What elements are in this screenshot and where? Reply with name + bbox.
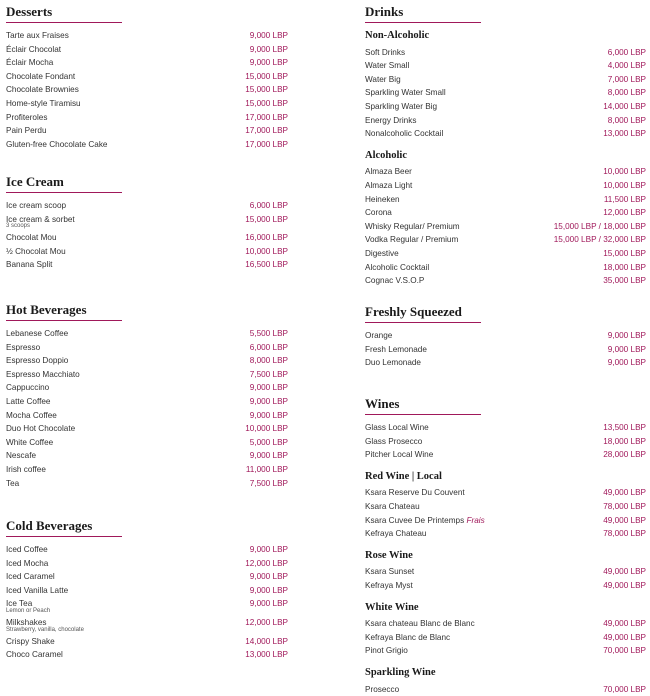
item-name-text: Ksara Cuvee De Printemps <box>365 516 464 525</box>
section-desserts <box>6 3 288 151</box>
item-price: 15,000 LBP <box>245 83 288 97</box>
menu-item <box>365 421 646 435</box>
item-name-text: White Coffee <box>6 438 53 447</box>
menu-item <box>6 354 288 368</box>
item-note: 3 scoops <box>6 223 288 231</box>
item-name-text: Corona <box>365 208 392 217</box>
item-name-text: Digestive <box>365 249 399 258</box>
section-title: Drinks <box>365 3 646 21</box>
item-name-text: Water Big <box>365 75 401 84</box>
item-name <box>6 395 288 409</box>
item-group <box>365 421 646 462</box>
item-name-text: Chocolat Mou <box>6 233 57 242</box>
item-name-text: Home-style Tiramisu <box>6 99 81 108</box>
section-title: Ice Cream <box>6 173 288 191</box>
item-name <box>6 341 288 355</box>
item-name <box>6 354 288 368</box>
item-price: 18,000 LBP <box>603 435 646 449</box>
item-name <box>365 73 646 87</box>
item-price: 14,000 LBP <box>245 635 288 649</box>
menu-item <box>6 463 288 477</box>
item-name-text: Espresso <box>6 343 40 352</box>
menu-item <box>6 327 288 341</box>
item-price: 16,500 LBP <box>245 258 288 272</box>
item-name <box>6 56 288 70</box>
item-name-text: Kefraya Chateau <box>365 529 426 538</box>
section-drinks <box>365 3 646 288</box>
group-items <box>365 683 646 696</box>
item-name-text: Ksara chateau Blanc de Blanc <box>365 619 475 628</box>
group-title: Sparkling Wine <box>365 666 646 680</box>
menu-item <box>6 436 288 450</box>
menu-item <box>6 477 288 491</box>
menu-item <box>6 635 288 649</box>
section-ice-cream <box>6 173 288 272</box>
menu-item <box>365 486 646 500</box>
item-name-text: Nonalcoholic Cocktail <box>365 129 443 138</box>
item-name-text: Ksara Chateau <box>365 502 420 511</box>
item-name <box>6 381 288 395</box>
menu-item <box>6 648 288 662</box>
item-name-text: Glass Prosecco <box>365 437 422 446</box>
item-name-text: Gluten-free Chocolate Cake <box>6 140 108 149</box>
item-name <box>6 368 288 382</box>
menu-item <box>365 448 646 462</box>
item-name-text: Vodka Regular / Premium <box>365 235 458 244</box>
item-price: 9,000 LBP <box>250 570 288 584</box>
item-name <box>6 570 288 584</box>
item-price: 15,000 LBP / 32,000 LBP <box>554 233 646 247</box>
item-name-text: Mocha Coffee <box>6 411 57 420</box>
section-items <box>6 199 288 272</box>
menu-item <box>6 258 288 272</box>
item-name-text: Espresso Macchiato <box>6 370 80 379</box>
item-name-text: Irish coffee <box>6 465 46 474</box>
item-price: 49,000 LBP <box>603 579 646 593</box>
section-title: Cold Beverages <box>6 517 288 535</box>
item-price: 7,500 LBP <box>250 368 288 382</box>
section-title: Freshly Squeezed <box>365 303 646 321</box>
item-name-text: Tarte aux Fraises <box>6 31 69 40</box>
item-price: 7,000 LBP <box>608 73 646 87</box>
item-price: 78,000 LBP <box>603 500 646 514</box>
section-hot-beverages <box>6 301 288 490</box>
menu-item <box>365 631 646 645</box>
item-price: 15,000 LBP <box>245 70 288 84</box>
item-price: 78,000 LBP <box>603 527 646 541</box>
item-name-text: Prosecco <box>365 685 399 694</box>
section-title: Wines <box>365 395 646 413</box>
item-name <box>6 543 288 557</box>
item-price: 13,500 LBP <box>603 421 646 435</box>
item-name <box>365 356 646 370</box>
item-name-text: Pitcher Local Wine <box>365 450 433 459</box>
menu-item <box>6 29 288 43</box>
item-name-text: Cognac V.S.O.P <box>365 276 424 285</box>
item-name-text: Iced Coffee <box>6 545 48 554</box>
section-cold-beverages <box>6 517 288 662</box>
item-name-text: Crispy Shake <box>6 637 55 646</box>
item-name <box>6 327 288 341</box>
group-title: Non-Alcoholic <box>365 29 646 43</box>
item-price: 13,000 LBP <box>245 648 288 662</box>
group-title: Red Wine | Local <box>365 470 646 484</box>
item-group <box>365 666 646 696</box>
item-price: 9,000 LBP <box>250 43 288 57</box>
menu-item <box>6 597 288 616</box>
menu-item <box>6 341 288 355</box>
item-name <box>6 584 288 598</box>
item-price: 49,000 LBP <box>603 631 646 645</box>
item-name-text: Sparkling Water Small <box>365 88 446 97</box>
item-price: 9,000 LBP <box>250 29 288 43</box>
item-name-text: Kefraya Myst <box>365 581 413 590</box>
menu-item <box>6 231 288 245</box>
item-name-text: Banana Split <box>6 260 52 269</box>
item-name-text: Glass Local Wine <box>365 423 429 432</box>
section-title: Hot Beverages <box>6 301 288 319</box>
group-title: Rose Wine <box>365 549 646 563</box>
menu-item <box>365 193 646 207</box>
item-name-text: Energy Drinks <box>365 116 416 125</box>
item-group <box>365 329 646 370</box>
item-name-text: Ice cream & sorbet <box>6 215 75 224</box>
item-name-text: Water Small <box>365 61 409 70</box>
menu-item <box>365 683 646 696</box>
group-items <box>365 565 646 592</box>
menu-item <box>365 644 646 658</box>
menu-item <box>365 127 646 141</box>
item-name-text: Éclair Mocha <box>6 58 53 67</box>
item-name-text: Iced Mocha <box>6 559 48 568</box>
item-price: 5,000 LBP <box>250 436 288 450</box>
item-name-text: Sparkling Water Big <box>365 102 437 111</box>
menu-item <box>365 73 646 87</box>
item-name-text: Ksara Sunset <box>365 567 414 576</box>
item-price: 9,000 LBP <box>250 449 288 463</box>
menu-item <box>365 247 646 261</box>
item-name-text: Ice cream scoop <box>6 201 66 210</box>
item-name-text: Ice Tea <box>6 599 32 608</box>
item-name-text: Soft Drinks <box>365 48 405 57</box>
item-name <box>6 449 288 463</box>
item-price: 9,000 LBP <box>250 409 288 423</box>
group-items <box>365 46 646 141</box>
item-price: 8,000 LBP <box>608 114 646 128</box>
item-name-text: Almaza Beer <box>365 167 412 176</box>
section-items <box>365 421 646 696</box>
item-price: 6,000 LBP <box>608 46 646 60</box>
section-divider <box>365 414 481 415</box>
item-price: 9,000 LBP <box>250 597 288 611</box>
item-name-suffix: Frais <box>466 516 484 525</box>
item-price: 10,000 LBP <box>245 245 288 259</box>
item-price: 10,000 LBP <box>603 179 646 193</box>
menu-item <box>365 500 646 514</box>
section-items <box>365 29 646 288</box>
menu-item <box>365 274 646 288</box>
menu-item <box>6 138 288 152</box>
item-price: 15,000 LBP / 18,000 LBP <box>554 220 646 234</box>
section-title: Desserts <box>6 3 288 21</box>
item-name-text: Pain Perdu <box>6 126 47 135</box>
item-price: 8,000 LBP <box>608 86 646 100</box>
item-note: Strawberry, vanilla, chocolate <box>6 627 288 635</box>
item-price: 12,000 LBP <box>245 616 288 630</box>
item-name-text: Choco Caramel <box>6 650 63 659</box>
item-name-text: Iced Caramel <box>6 572 55 581</box>
item-name-text: ½ Chocolat Mou <box>6 247 66 256</box>
group-items <box>365 165 646 287</box>
item-price: 13,000 LBP <box>603 127 646 141</box>
menu-item <box>365 165 646 179</box>
item-name-text: Éclair Chocolat <box>6 45 61 54</box>
menu-item <box>6 83 288 97</box>
menu-item <box>6 395 288 409</box>
menu-item <box>6 56 288 70</box>
section-divider <box>6 192 122 193</box>
item-name-text: Espresso Doppio <box>6 356 68 365</box>
menu-item <box>365 579 646 593</box>
menu-item <box>365 565 646 579</box>
section-divider <box>365 22 481 23</box>
item-price: 11,500 LBP <box>604 193 646 207</box>
menu-item <box>365 59 646 73</box>
item-name-text: Duo Hot Chocolate <box>6 424 75 433</box>
item-name-text: Nescafe <box>6 451 36 460</box>
item-price: 9,000 LBP <box>608 329 646 343</box>
menu-item <box>6 43 288 57</box>
menu-item <box>6 381 288 395</box>
item-price: 9,000 LBP <box>250 381 288 395</box>
item-price: 17,000 LBP <box>245 111 288 125</box>
menu-item <box>6 543 288 557</box>
menu-item <box>6 570 288 584</box>
item-price: 11,000 LBP <box>246 463 288 477</box>
item-group <box>365 29 646 141</box>
item-price: 70,000 LBP <box>603 644 646 658</box>
menu-item <box>6 245 288 259</box>
section-freshly-squeezed <box>365 303 646 370</box>
item-name-text: Whisky Regular/ Premium <box>365 222 460 231</box>
item-name-text: Tea <box>6 479 19 488</box>
item-price: 49,000 LBP <box>603 617 646 631</box>
menu-item <box>6 213 288 232</box>
menu-item <box>6 584 288 598</box>
menu-item <box>365 114 646 128</box>
menu-item <box>365 329 646 343</box>
item-price: 49,000 LBP <box>603 514 646 528</box>
menu-item <box>6 449 288 463</box>
item-name <box>365 114 646 128</box>
item-price: 9,000 LBP <box>250 584 288 598</box>
menu-item <box>365 46 646 60</box>
item-price: 17,000 LBP <box>245 124 288 138</box>
item-price: 70,000 LBP <box>603 683 646 696</box>
item-name <box>6 477 288 491</box>
menu-item <box>365 179 646 193</box>
item-price: 49,000 LBP <box>603 565 646 579</box>
group-title: Alcoholic <box>365 149 646 163</box>
item-group <box>365 149 646 288</box>
item-price: 17,000 LBP <box>245 138 288 152</box>
item-name <box>365 329 646 343</box>
item-group <box>365 470 646 541</box>
item-name <box>365 86 646 100</box>
item-price: 9,000 LBP <box>250 395 288 409</box>
item-price: 9,000 LBP <box>250 543 288 557</box>
item-name <box>365 343 646 357</box>
section-items <box>365 329 646 370</box>
item-name-text: Milkshakes <box>6 618 47 627</box>
item-price: 28,000 LBP <box>603 448 646 462</box>
group-title: White Wine <box>365 601 646 615</box>
menu-item <box>6 70 288 84</box>
item-price: 5,500 LBP <box>250 327 288 341</box>
item-price: 9,000 LBP <box>608 356 646 370</box>
item-name-text: Chocolate Fondant <box>6 72 75 81</box>
group-items <box>365 617 646 658</box>
menu-item <box>6 97 288 111</box>
item-price: 10,000 LBP <box>245 422 288 436</box>
menu-item <box>6 409 288 423</box>
section-divider <box>365 322 481 323</box>
item-name-text: Latte Coffee <box>6 397 50 406</box>
menu-item <box>365 206 646 220</box>
item-name <box>6 43 288 57</box>
menu-item <box>365 233 646 247</box>
section-wines <box>365 395 646 696</box>
menu-item <box>365 527 646 541</box>
item-name-text: Duo Lemonade <box>365 358 421 367</box>
item-name-text: Lebanese Coffee <box>6 329 68 338</box>
item-price: 15,000 LBP <box>245 213 288 227</box>
section-items <box>6 327 288 490</box>
item-name-text: Fresh Lemonade <box>365 345 427 354</box>
menu-item <box>365 100 646 114</box>
item-group <box>365 601 646 658</box>
item-name <box>6 199 288 213</box>
item-name <box>6 436 288 450</box>
menu-item <box>365 514 646 528</box>
item-group <box>365 549 646 593</box>
item-name <box>365 46 646 60</box>
item-name-text: Almaza Light <box>365 181 412 190</box>
menu-item <box>6 422 288 436</box>
item-name-text: Chocolate Brownies <box>6 85 79 94</box>
item-name-text: Alcoholic Cocktail <box>365 263 429 272</box>
item-name-text: Orange <box>365 331 392 340</box>
item-name <box>6 29 288 43</box>
group-items <box>365 486 646 540</box>
menu-item <box>6 199 288 213</box>
item-price: 6,000 LBP <box>250 199 288 213</box>
item-name-text: Iced Vanilla Latte <box>6 586 68 595</box>
section-divider <box>6 320 122 321</box>
item-price: 15,000 LBP <box>603 247 646 261</box>
item-price: 9,000 LBP <box>250 56 288 70</box>
section-items <box>6 543 288 662</box>
menu-item <box>365 220 646 234</box>
item-name-text: Pinot Grigio <box>365 646 408 655</box>
item-name <box>6 409 288 423</box>
menu-item <box>365 356 646 370</box>
menu-item <box>6 124 288 138</box>
item-price: 12,000 LBP <box>245 557 288 571</box>
item-price: 8,000 LBP <box>250 354 288 368</box>
item-price: 12,000 LBP <box>603 206 646 220</box>
item-note: Lemon or Peach <box>6 608 288 616</box>
item-price: 15,000 LBP <box>245 97 288 111</box>
item-price: 14,000 LBP <box>603 100 646 114</box>
menu-item <box>6 111 288 125</box>
item-price: 35,000 LBP <box>603 274 646 288</box>
menu-item <box>6 557 288 571</box>
menu-item <box>365 261 646 275</box>
item-price: 16,000 LBP <box>245 231 288 245</box>
menu-item <box>365 343 646 357</box>
item-price: 18,000 LBP <box>603 261 646 275</box>
item-price: 7,500 LBP <box>250 477 288 491</box>
item-name-text: Cappuccino <box>6 383 49 392</box>
item-price: 6,000 LBP <box>250 341 288 355</box>
item-price: 4,000 LBP <box>608 59 646 73</box>
item-price: 49,000 LBP <box>603 486 646 500</box>
item-name-text: Heineken <box>365 195 400 204</box>
section-divider <box>6 536 122 537</box>
item-price: 9,000 LBP <box>608 343 646 357</box>
menu-item <box>365 617 646 631</box>
menu-item <box>6 368 288 382</box>
item-name-text: Kefraya Blanc de Blanc <box>365 633 450 642</box>
item-price: 10,000 LBP <box>603 165 646 179</box>
section-items <box>6 29 288 151</box>
menu-item <box>6 616 288 635</box>
item-name <box>365 59 646 73</box>
menu-item <box>365 435 646 449</box>
item-name-text: Ksara Reserve Du Couvent <box>365 488 465 497</box>
menu-item <box>365 86 646 100</box>
section-divider <box>6 22 122 23</box>
item-name-text: Profiteroles <box>6 113 47 122</box>
